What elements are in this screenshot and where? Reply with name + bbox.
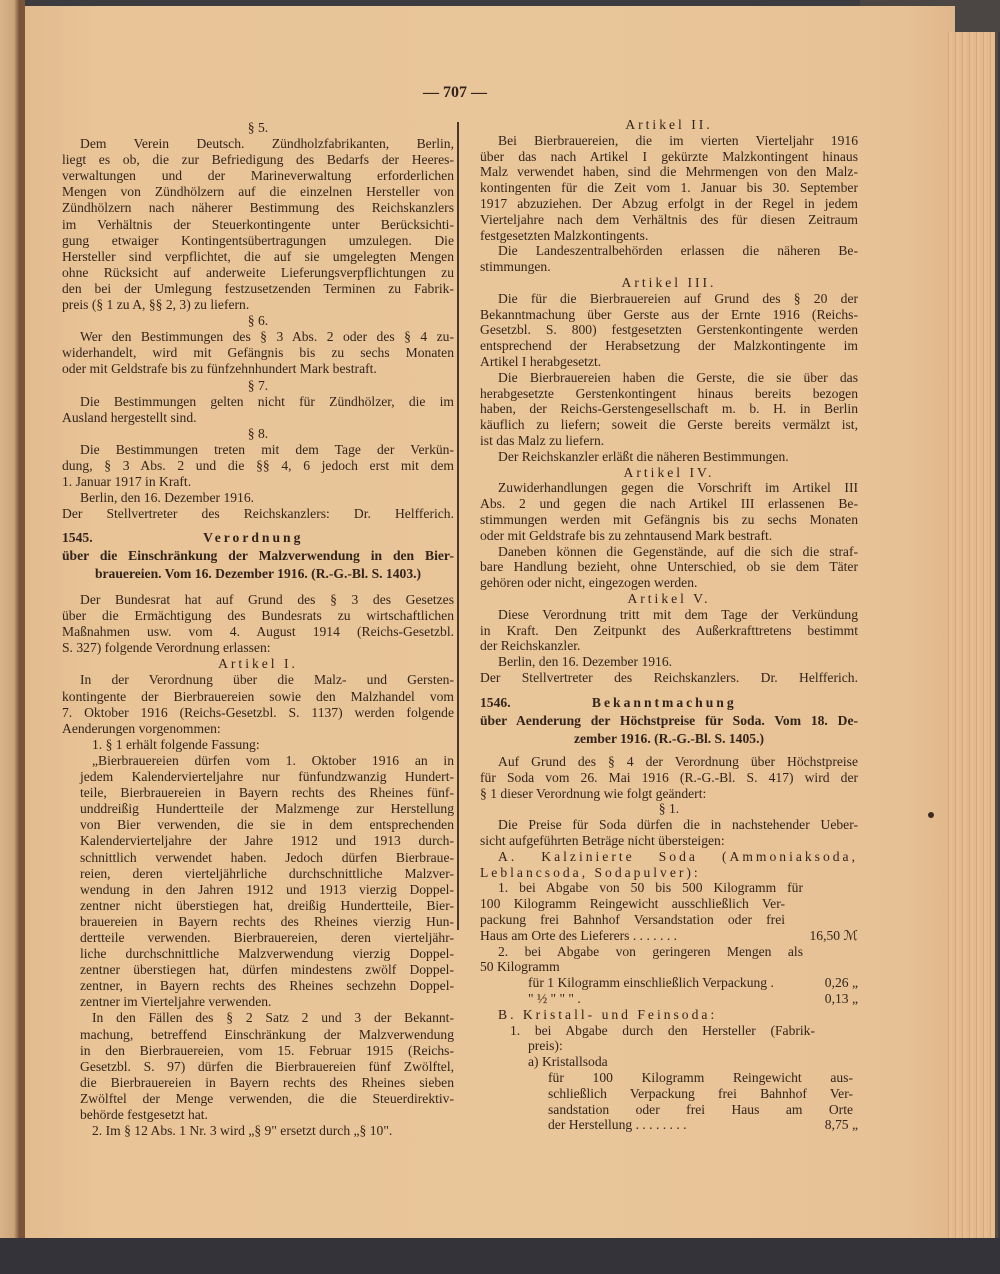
text-line: brauereien in Bayern rechts des Rheines vierzig Hun- <box>80 913 454 929</box>
price-value <box>833 1038 858 1054</box>
text-line: oder mit Geldstrafe bis zu zehntausend Mark bestraft. <box>480 527 773 543</box>
text-line: widerhandelt, wird mit Gefängnis bis zu sechs Monaten <box>62 345 454 361</box>
price-item-text: 100 Kilogramm Reingewicht ausschließlich Ver- <box>480 896 785 912</box>
text-line: Die für die Bierbrauereien auf Grund des § 20 der <box>498 290 858 306</box>
text-line: Der Stellvertreter des Reichskanzlers: Dr. Helfferich. <box>62 506 454 522</box>
text-line: in Kraft. Den Zeitpunkt des Außerkrafttretens bestimmt <box>480 622 858 638</box>
price-row <box>480 1007 858 1023</box>
text-line: Kalendervierteljahre der Jahre 1912 und 1913 durch- <box>80 833 454 849</box>
section <box>480 117 858 686</box>
text-line: dertteile verwenden. Bierbrauereien, deren vierteljähr- <box>80 929 454 945</box>
price-item-text: 1. bei Abgabe durch den Hersteller (Fabrik- <box>510 1022 815 1038</box>
section-heading <box>62 120 454 136</box>
price-item-text: B. Kristall- und Feinsoda: <box>498 1006 718 1022</box>
price-item-text: für 100 Kilogramm Reingewicht aus- <box>548 1069 853 1085</box>
text-line: § 6. <box>247 313 269 329</box>
paragraph <box>480 670 858 686</box>
text-line: S. 327) folgende Verordnung erlassen: <box>62 640 271 656</box>
section-heading <box>480 117 858 133</box>
previous-page-edge <box>0 0 20 1240</box>
text-line: Artikel I herabgesetzt. <box>480 353 602 369</box>
paragraph <box>62 1010 454 1123</box>
text-line: über das nach Artikel I gekürzte Malzkontingent hinaus <box>480 148 858 164</box>
text-line: brauereien. Vom 16. Dezember 1916. (R.-G.-Bl. S. 1403.) <box>94 566 422 581</box>
text-line: von Bier verwenden, die sie in dem entsprechenden <box>80 817 454 833</box>
section <box>480 694 858 1133</box>
section-heading <box>62 313 454 329</box>
text-line: zentner im Vierteljahre verwenden. <box>80 994 272 1010</box>
paragraph <box>62 490 454 506</box>
price-row <box>480 880 858 896</box>
text-line: Malz verwendet haben, sind die Mehrmengen von den Malz- <box>480 164 858 180</box>
price-item-text: für 1 Kilogramm einschließlich Verpackung . <box>528 975 774 991</box>
text-line: A. Kalzinierte Soda (Ammoniaksoda, <box>498 848 858 864</box>
paragraph <box>62 753 454 1011</box>
price-item-text: 2. bei Abgabe von geringeren Mengen als <box>498 943 803 959</box>
text-line: preis (§ 1 zu A, §§ 2, 3) zu liefern. <box>62 297 250 313</box>
text-line: Berlin, den 16. Dezember 1916. <box>80 490 255 506</box>
text-line: Artikel IV. <box>623 464 715 480</box>
text-line: für Soda vom 26. Mai 1916 (R.-G.-Bl. S. 417) wird der <box>480 769 858 785</box>
text-line: Vierteljahre nach dem Verhältnis des für diesen Zeitraum <box>480 211 858 227</box>
text-line: § 1. <box>658 801 680 817</box>
price-value: 0,13 „ <box>824 990 858 1006</box>
text-line: Die Preise für Soda dürfen die in nachstehender Ueber- <box>498 817 858 833</box>
document-type: Bekanntmachung <box>591 695 737 710</box>
paragraph <box>480 133 858 244</box>
text-line: Der Reichskanzler erläßt die näheren Bestimmungen. <box>498 448 789 464</box>
text-line: zentner, in Bayern rechts des Rheines sechzehn Doppel- <box>80 978 454 994</box>
text-line: schnittlich verwendet haben. Jedoch dürfen Bierbraue- <box>80 849 454 865</box>
price-row <box>480 1086 858 1102</box>
text-line: Artikel I. <box>218 656 298 672</box>
text-line: Die Bestimmungen gelten nicht für Zündhölzer, die im <box>80 393 454 409</box>
text-line: stimmungen werden mit Gefängnis bis zu sechs Monaten <box>480 511 858 527</box>
paragraph <box>62 737 454 753</box>
section-heading <box>62 426 454 442</box>
price-value <box>853 1070 858 1086</box>
document-title <box>62 547 454 583</box>
text-line: Artikel V. <box>627 590 711 606</box>
text-line: ohne Rücksicht auf anderweite Lieferungsverpflichtungen zu <box>62 264 454 280</box>
text-line: dung, § 3 Abs. 2 und die §§ 4, 6 jedoch erst mit dem <box>62 457 454 473</box>
text-line: unddreißig Hundertteile der Malzmenge zur Herstellung <box>80 801 454 817</box>
number-heading-row <box>480 694 858 712</box>
text-line: gehören oder nicht, eingezogen werden. <box>480 575 698 591</box>
column-divider <box>457 122 459 930</box>
price-item-text: sandstation oder frei Haus am Orte <box>548 1101 853 1117</box>
page-number: — 707 — <box>423 84 487 101</box>
paragraph <box>62 592 454 656</box>
paragraph <box>62 506 454 522</box>
text-line: oder mit Geldstrafe bis zu fünfzehnhundert Mark bestraft. <box>62 361 377 377</box>
text-line: In den Fällen des § 2 Satz 2 und 3 der Bekannt- <box>92 1010 454 1026</box>
text-line: In der Verordnung über die Malz- und Gersten- <box>80 672 454 688</box>
text-line: zember 1916. (R.-G.-Bl. S. 1405.) <box>573 731 765 746</box>
text-line: festgesetzten Malzkontingents. <box>480 227 649 243</box>
document-number: 1546. <box>480 695 511 710</box>
text-line: jedem Kalendervierteljahre nur fünfundzwanzig Hundert- <box>80 769 454 785</box>
paragraph <box>480 243 858 275</box>
price-value <box>853 1086 858 1102</box>
text-line: in den Bierbrauereien, vom 15. Februar 1915 (Reichs- <box>80 1042 454 1058</box>
section <box>62 529 454 1139</box>
text-line: Aenderungen vorgenommen: <box>62 720 221 736</box>
price-row <box>480 959 858 975</box>
text-line: entsprechend der Herabsetzung der Malzkontingente im <box>480 338 858 354</box>
paragraph <box>480 754 858 801</box>
text-line: Abs. 2 und gegen die nach Artikel III erlassenen Be- <box>480 496 858 512</box>
text-line: gung etwaiger Kontingentsübertragungen umzulegen. Die <box>62 232 454 248</box>
text-line: 1917 abzuziehen. Der Abzug erfolgt in der Regel in jedem <box>480 195 858 211</box>
paragraph <box>62 672 454 736</box>
text-line: Maßnahmen usw. vom 4. August 1914 (Reichs-Gesetzbl. <box>62 624 454 640</box>
price-value <box>815 1023 858 1039</box>
text-line: Daneben können die Gegenstände, auf die sich die straf- <box>498 543 858 559</box>
text-line: den bei der Umlegung festzusetzenden Terminen zu Fabrik- <box>62 280 454 296</box>
price-row <box>480 1023 858 1039</box>
price-value <box>833 1054 858 1070</box>
text-line: zentner nicht überstiegen hat, dreißig Hundertteile, Bier- <box>80 897 454 913</box>
price-value <box>785 896 858 912</box>
price-value <box>803 880 858 896</box>
number-heading-row <box>62 529 454 547</box>
price-value <box>785 959 858 975</box>
price-item-text: preis): <box>528 1038 563 1054</box>
price-value: 8,75 „ <box>824 1117 858 1133</box>
paragraph <box>480 607 858 654</box>
price-item-text: schließlich Verpackung frei Bahnhof Ver- <box>548 1085 853 1101</box>
text-line: § 5. <box>247 120 269 135</box>
price-value <box>785 912 858 928</box>
price-value: 16,50 ℳ <box>809 927 858 943</box>
text-line: sicht aufgeführten Beträge nicht übersteigen: <box>480 832 725 848</box>
text-line: über Aenderung der Höchstpreise für Soda. Vom 18. De- <box>480 713 858 728</box>
price-row <box>480 991 858 1007</box>
price-item-text: 1. bei Abgabe von 50 bis 500 Kilogramm für <box>498 880 803 896</box>
text-line: Bekanntmachung über Gerste aus der Ernte 1916 (Reichs- <box>480 306 858 322</box>
text-line: Leblancsoda, Sodapulver): <box>480 864 701 880</box>
text-line: über die Ermächtigung des Bundesrats zu wirtschaftlichen <box>62 608 454 624</box>
text-line: Bei Bierbrauereien, die im vierten Vierteljahr 1916 <box>498 132 858 148</box>
paragraph <box>480 291 858 370</box>
section-heading <box>62 656 454 672</box>
price-table <box>480 880 858 1133</box>
paragraph <box>480 370 858 449</box>
paragraph <box>62 1123 454 1139</box>
text-line: Zuwiderhandlungen gegen die Vorschrift im Artikel III <box>498 480 858 496</box>
document-number: 1545. <box>62 530 93 545</box>
text-line: teile, Bierbrauereien in Bayern rechts des Rheines fünf- <box>80 785 454 801</box>
text-line: Hersteller sind verpflichtet, die auf sie umgelegten Mengen <box>62 248 454 264</box>
text-line: die Bierbrauereien in Bayern rechts des Rheines sieben <box>80 1074 454 1090</box>
text-line: 1. § 1 erhält folgende Fassung: <box>92 736 260 752</box>
text-line: bare Handlung bezieht, ohne Unterschied, ob sie dem Täter <box>480 559 858 575</box>
text-line: Die Bierbrauereien haben die Gerste, die sie über das <box>498 369 858 385</box>
text-line: der Reichskanzler. <box>480 638 581 654</box>
text-line: Gesetzbl. S. 97) dürfen die Bierbrauereien fünf Zwölftel, <box>80 1058 454 1074</box>
text-line: im Verhältnis der Steuerkontingente unter Berücksichti- <box>62 216 454 232</box>
price-row <box>480 928 858 944</box>
text-line: Diese Verordnung tritt mit dem Tage der Verkündung <box>498 606 858 622</box>
document-title <box>480 712 858 748</box>
text-line: § 1 dieser Verordnung wie folgt geändert: <box>480 785 707 801</box>
paragraph <box>480 849 858 881</box>
price-value <box>803 1007 858 1023</box>
price-item-text: " ½ " " " . <box>528 990 581 1006</box>
price-row <box>480 1070 858 1086</box>
text-line: Zwölftel der Menge verwenden, die die Steuerdirektiv- <box>80 1090 454 1106</box>
text-line: reien, deren vierteljährliche durchschnittliche Malzver- <box>80 865 454 881</box>
text-line: Artikel II. <box>625 117 713 132</box>
text-line: liegt es ob, die zur Befriedigung des Bedarfs der Heeres- <box>62 152 454 168</box>
background-bottom <box>0 1238 1000 1274</box>
paragraph <box>480 544 858 591</box>
margin-mark <box>928 812 934 818</box>
price-value <box>803 944 858 960</box>
price-row <box>480 896 858 912</box>
text-line: kontingenten für die Zeit vom 1. Januar bis 30. September <box>480 180 858 196</box>
text-line: 7. Oktober 1916 (Reichs-Gesetzbl. S. 1137) werden folgende <box>62 704 454 720</box>
text-line: über die Einschränkung der Malzverwendung in den Bier- <box>62 548 454 563</box>
section-heading <box>62 378 454 394</box>
paragraph <box>480 817 858 849</box>
text-line: Zündhölzern nach näherer Bestimmung des Reichskanzlers <box>62 200 454 216</box>
document-number-heading <box>62 529 454 547</box>
text-line: „Bierbrauereien dürfen vom 1. Oktober 1916 an in <box>92 752 454 768</box>
text-line: machung, betreffend Einschränkung der Malzverwendung <box>80 1026 454 1042</box>
text-line: wendung in den Jahren 1912 und 1913 vierzig Doppel- <box>80 881 454 897</box>
text-line: Der Stellvertreter des Reichskanzlers. Dr. Helfferich. <box>480 669 858 685</box>
page-stack-edge <box>945 32 998 1238</box>
section-heading <box>480 465 858 481</box>
price-row <box>480 1102 858 1118</box>
text-line: stimmungen. <box>480 259 551 275</box>
text-line: 1. Januar 1917 in Kraft. <box>62 474 192 490</box>
text-line: zentner überstiegen hat, dürfen mindestens zwölf Doppel- <box>80 962 454 978</box>
text-line: ist das Malz zu liefern. <box>480 432 605 448</box>
paragraph <box>480 480 858 543</box>
section-heading <box>480 801 858 817</box>
price-item-text: Haus am Orte des Lieferers . . . . . . . <box>480 927 678 943</box>
section <box>62 120 454 522</box>
document-type: Verordnung <box>203 530 304 545</box>
paragraph <box>480 654 858 670</box>
text-line: Mengen von Zündhölzern auf die einzelnen Hersteller von <box>62 184 454 200</box>
text-line: liche durchschnittliche Malzverwendung vierzig Doppel- <box>80 946 454 962</box>
document-number-heading <box>480 694 858 712</box>
text-line: Ausland hergestellt sind. <box>62 409 197 425</box>
text-line: verwaltungen und der Marineverwaltung erforderlichen <box>62 168 454 184</box>
paragraph <box>62 329 454 377</box>
text-line: kontingente der Bierbrauereien sowie den Malzhandel vom <box>62 688 454 704</box>
section-heading <box>480 591 858 607</box>
text-line: käuflich zu liefern; soweit die Gerste bereits vermälzt ist, <box>480 417 858 433</box>
price-item-text: 50 Kilogramm <box>480 959 560 975</box>
price-value: 0,26 „ <box>824 975 858 991</box>
price-row <box>480 944 858 960</box>
text-line: Berlin, den 16. Dezember 1916. <box>498 654 673 670</box>
text-line: Die Bestimmungen treten mit dem Tage der Verkün- <box>80 441 454 457</box>
text-line: Wer den Bestimmungen des § 3 Abs. 2 oder des § 4 zu- <box>80 329 454 345</box>
text-line: § 8. <box>247 425 269 441</box>
price-row <box>480 912 858 928</box>
paragraph <box>480 449 858 465</box>
text-line: Auf Grund des § 4 der Verordnung über Höchstpreise <box>498 754 858 769</box>
section-heading <box>480 275 858 291</box>
text-line: § 7. <box>247 377 269 393</box>
price-value <box>853 1102 858 1118</box>
text-line: Artikel III. <box>621 274 717 290</box>
text-line: Die Landeszentralbehörden erlassen die näheren Be- <box>498 243 858 259</box>
price-item-text: packung frei Bahnhof Versandstation oder frei <box>480 911 785 927</box>
paragraph <box>62 136 454 313</box>
text-line: Gesetzbl. S. 800) festgesetzten Gerstenkontingente werden <box>480 322 858 338</box>
price-item-text: a) Kristallsoda <box>528 1054 608 1070</box>
text-line: Dem Verein Deutsch. Zündholzfabrikanten, Berlin, <box>80 136 454 152</box>
price-row <box>480 1038 858 1054</box>
text-line: Der Bundesrat hat auf Grund des § 3 des Gesetzes <box>80 592 454 607</box>
text-line: haben, der Reichs-Gerstengesellschaft m. b. H. in Berlin <box>480 401 858 417</box>
text-line: behörde festgesetzt hat. <box>80 1107 208 1122</box>
price-row <box>480 1054 858 1070</box>
price-row <box>480 1117 858 1133</box>
paragraph <box>62 394 454 426</box>
text-line: 2. Im § 12 Abs. 1 Nr. 3 wird „§ 9" ersetzt durch „§ 10". <box>92 1123 393 1139</box>
paragraph <box>62 442 454 490</box>
price-item-text: der Herstellung . . . . . . . . <box>548 1117 687 1133</box>
price-row <box>480 975 858 991</box>
text-line: herabgesetzte Gerstenkontingent hinaus bereits bezogen <box>480 385 858 401</box>
